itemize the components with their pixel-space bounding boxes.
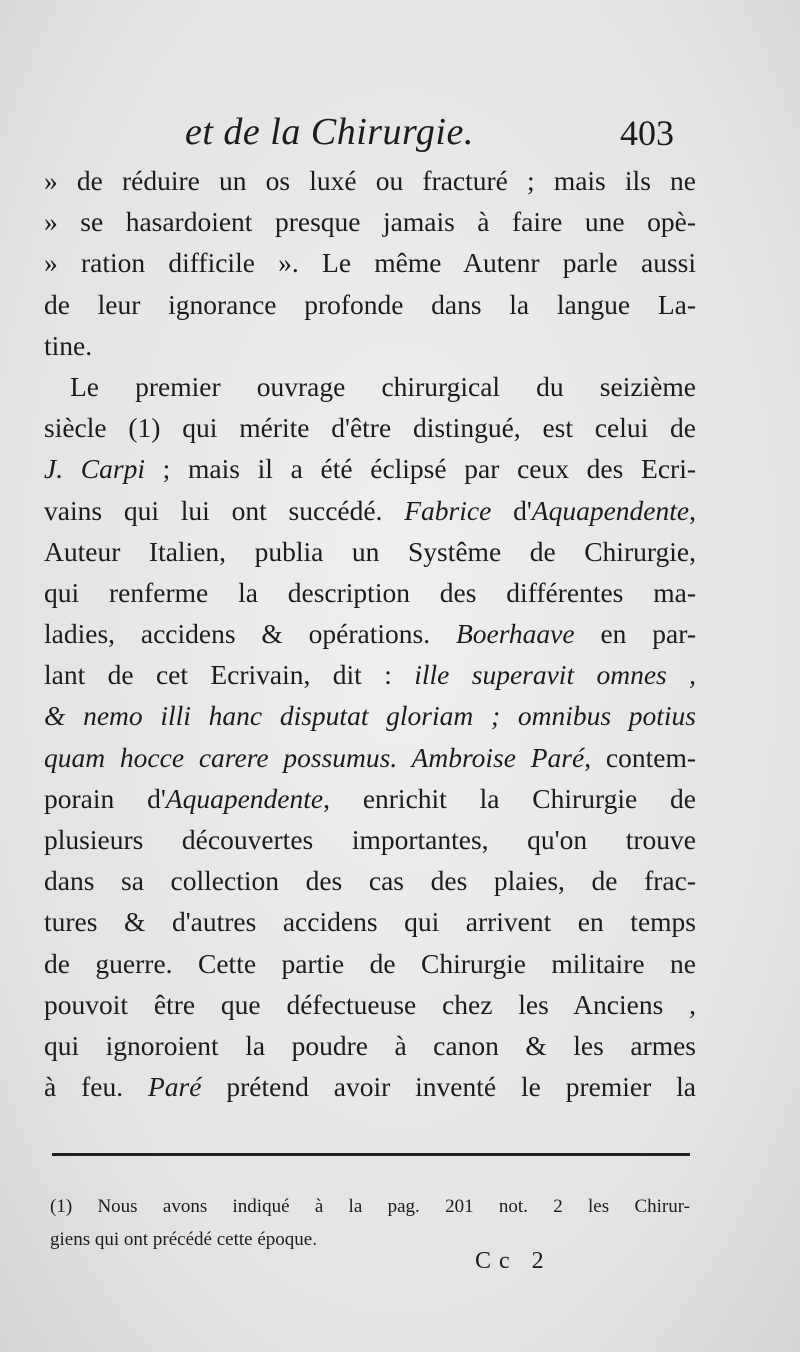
text-span: en par-: [574, 618, 696, 650]
text-line: » de réduire un os luxé ou fracturé ; mais ils ne: [44, 165, 696, 196]
author-name: Paré: [148, 1071, 202, 1103]
latin-quote-line: & nemo illi hanc disputat gloriam ; omnibus potius: [44, 700, 696, 732]
text-span: , contem-: [584, 741, 696, 773]
footnote-line: giens qui ont précédé cette époque.: [50, 1229, 317, 1250]
text-span: vains qui lui ont succédé.: [44, 494, 405, 526]
text-line: qui renferme la description des différentes ma-: [44, 576, 696, 608]
text-line: [44, 448, 696, 489]
running-title: et de la Chirurgie.: [185, 111, 474, 153]
text-line: [44, 654, 696, 695]
text-span: lant de cet Ecrivain, dit :: [44, 659, 415, 691]
latin-quote: quam hocce carere possumus. Ambroise Paré: [44, 741, 585, 773]
text-line: Auteur Italien, publia un Systême de Chirurgie,: [44, 535, 696, 567]
author-name: Aquapendente: [165, 782, 324, 814]
author-name: Boerhaave: [455, 618, 575, 650]
latin-quote: ille superavit omnes ,: [414, 659, 696, 691]
text-span: ,: [689, 494, 696, 526]
text-span: , enrichit la Chirurgie de: [323, 782, 696, 814]
footnote: [50, 1190, 690, 1256]
body-text: [44, 160, 696, 1107]
text-span: d': [491, 494, 532, 526]
text-line: [44, 490, 696, 531]
page-number: 403: [620, 113, 674, 153]
author-name: Fabrice: [404, 494, 492, 526]
footnote-line: (1) Nous avons indiqué à la pag. 201 not. 2 les Chirur-: [50, 1196, 690, 1217]
text-line: Le premier ouvrage chirurgical du seizième: [70, 370, 696, 402]
text-line: pouvoit être que défectueuse chez les Anciens ,: [44, 988, 696, 1020]
text-line: [44, 737, 696, 778]
text-span: porain d': [44, 782, 166, 814]
text-line: tures & d'autres accidens qui arrivent en temps: [44, 906, 696, 938]
author-name: J. Carpi: [44, 453, 145, 485]
signature-mark: Cc 2: [475, 1248, 552, 1274]
text-line: de guerre. Cette partie de Chirurgie militaire ne: [44, 947, 696, 979]
text-line: de leur ignorance profonde dans la langue La-: [44, 288, 696, 320]
text-line: [44, 778, 696, 819]
text-line: dans sa collection des cas des plaies, de frac-: [44, 865, 696, 897]
text-line: qui ignoroient la poudre à canon & les armes: [44, 1029, 696, 1061]
footnote-divider: [52, 1153, 690, 1156]
text-line: plusieurs découvertes importantes, qu'on trouve: [44, 824, 696, 855]
text-span: ladies, accidens & opérations.: [44, 618, 456, 650]
text-line: » se hasardoient presque jamais à faire une opè-: [44, 206, 696, 238]
text-line: » ration difficile ». Le même Autenr parle aussi: [44, 247, 696, 279]
text-span: à feu.: [44, 1071, 148, 1103]
text-line: siècle (1) qui mérite d'être distingué, est celui de: [44, 412, 696, 444]
author-name: Aquapendente: [531, 494, 690, 526]
text-line: [44, 1066, 696, 1107]
text-span: ; mais il a été éclipsé par ceux des Ecri-: [144, 453, 696, 485]
text-line: tine.: [44, 329, 93, 361]
text-span: prétend avoir inventé le premier la: [201, 1071, 696, 1103]
text-line: [44, 613, 696, 654]
